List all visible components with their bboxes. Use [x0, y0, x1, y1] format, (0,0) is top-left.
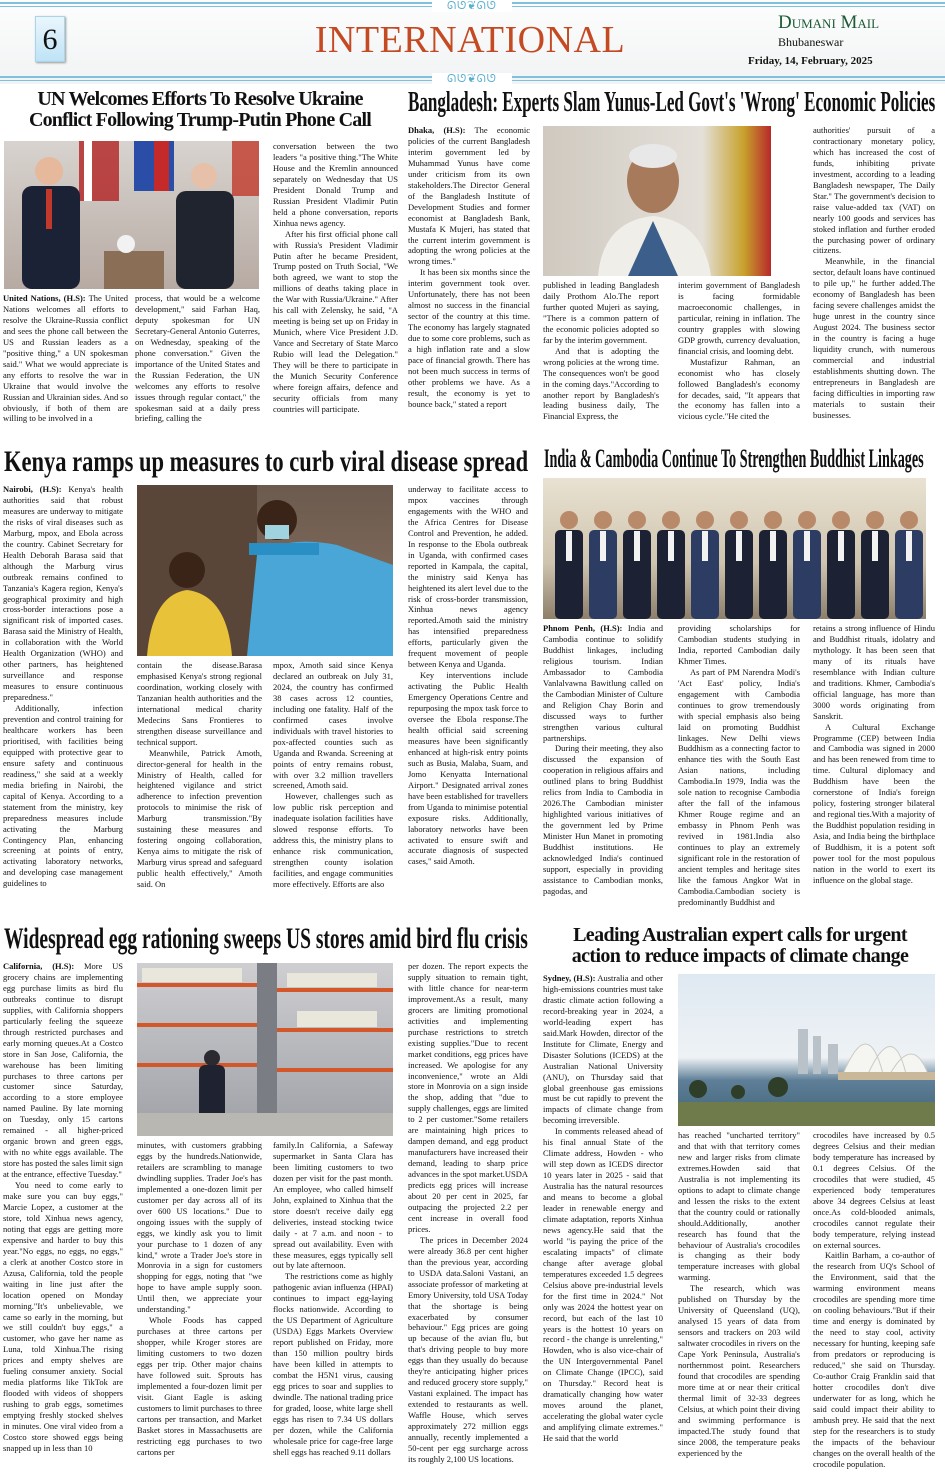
masthead-name: Dumani Mail — [778, 12, 880, 33]
photo-empty-shelves — [137, 963, 393, 1136]
paragraph: The research, which was published on Thursday by the University of Queensland (UQ), analysed 15 years of data from sensors and trackers on 203 wild saltwater crocodiles in rivers on the Cape York Peninsula, Australia's northernmost point. Researchers found that crocodiles are spending more time at or near their critical thermal limit of 32-33 degrees Celsius, at which point their diving and swimming performance is impacted.The study found that since 2008, the temperature peaks experienced by the — [678, 1283, 800, 1458]
paragraph: minutes, with customers grabbing eggs by the hundreds.Nationwide, retailers are scrambling to manage dwindling supplies. Trader Joe's has implemented a one-dozen limit per customer per day across all of its over 600 US locations." Due to ongoing issues with the supply of eggs, we kindly ask you to limit your purchase to 1 dozen of any kind," wrote a Trader Joe's store in Monrovia in a sign for customers shopping for eggs, noting that "we hope to have ample supply soon. Until then, we appreciate your understanding." — [137, 1140, 262, 1315]
person-figure — [895, 511, 923, 619]
paragraph: providing scholarships for Cambodian students studying in India, reported Cambodian daily Khmer Times. — [678, 623, 800, 666]
page-number: 6 — [35, 16, 65, 62]
paragraph: Meanwhile, in the financial sector, default loans have continued to pile up," he further added.The economy of Bangladesh has been facing severe challenges amidst the huge unrest in the country since August 2024. The business sector in the country is facing a huge liquidity crunch, with numerous commercial and industrial establishments shutting down. The entrepreneurs in Bangladesh are facing difficulties in importing raw materials to sustain their businesses. — [813, 256, 935, 420]
person-figure — [555, 511, 583, 619]
article-column — [3, 961, 123, 1476]
paragraph: The restrictions come as highly pathogenic avian influenza (HPAI) continues to impact egg-laying flocks nationwide. According to the US Department of Agriculture (USDA) Eggs Markets Overview report published on Friday, more than 150 million poultry birds have been killed in attempts to combat the H5N1 virus, causing egg prices to soar and supplies to dwindle. The national trading price for graded, loose, white large shell eggs has risen to 7.34 US dollars per dozen, while the California wholesale price for cage-free large shell eggs has reached 9.11 dollars — [273, 1271, 393, 1457]
paragraph: published in leading Bangladesh daily Prothom Alo.The report further quoted Mujeri as saying, "There is a common pattern of the economic policies adopted so far by the interim government. — [543, 280, 659, 345]
article-column — [408, 125, 530, 436]
paragraph — [543, 973, 663, 1126]
photo-delegation — [543, 478, 926, 619]
person-figure — [657, 511, 685, 619]
paragraph-text: More US grocery chains are implementing egg purchase limits as bird flu outbreaks continue to disrupt supplies, with California shoppers particularly feeling the squeeze through restricted purchases and early morning queues.At a Costco store in San Jose, California, the warehouse has been limiting purchases to three cartons per customer since Saturday, according to a store employee named Pauline. By late morning on Tuesday, only 15 cartons remained - all higher-priced organic brown and green eggs, with no white eggs available. The store has posted the sales limit sign at the entrance, effective Tuesday." — [3, 961, 123, 1180]
paragraph: You need to come early to make sure you can buy eggs," Marcie Lopez, a customer at the store, told Xinhua news agency, noting that eggs are getting more expensive and harder to buy this year."No eggs, no eggs, no eggs," a clerk at another Costco store in Azusa, California, told the people waiting in line just after the location opened on Monday morning."It's unbelievable, we came so early in the morning, but we still couldn't buy eggs," a customer, who gave her name as Luna, told Xinhua.The rising prices and empty shelves are fueling consumer anxiety. Social media platforms like TikTok are flooded with videos of shoppers rushing to grab eggs, sometimes emptying freshly stocked shelves in minutes. One viral video from a Costco store showed eggs being snapped up in less than 10 — [3, 1180, 123, 1453]
paragraph-text: Kenya's health authorities said that robust measures are underway to mitigate the risks of viral diseases such as Marburg, mpox, and Ebola across the country. Cabinet Secretary for Health Deborah Barasa said that although the Marburg virus outbreak remains confined to Tanzania's Kagera region, Kenya's geographical proximity and high cross-border interactions pose a significant risk of imported cases. Barasa said the Ministry of Health, in collaboration with the World Health Organization (WHO) and other partners, has heightened surveillance and response measures to ensure continuous preparedness." — [3, 484, 123, 703]
headline-line: action to reduce impacts of climate change — [571, 945, 909, 967]
dateline: United Nations, (H.S): — [3, 293, 86, 303]
article-column — [273, 660, 393, 919]
paragraph: After his first official phone call with Russia's President Vladimir Putin after he became President, Trump posted on Truth Social, "We both agreed, we want to stop the millions of deaths taking place in the War with Russia/Ukraine." After his call with Zelensky, he said, "A meeting is being set up on Friday in Munich, where Vice President J.D. Vance and Secretary of State Marco Rubio will lead the Delegation." They will be there to participate in the Munich Security Conference where foreign affairs, defence and security officials from many countries will participate. — [273, 228, 398, 414]
article-column — [3, 484, 123, 919]
paragraph: During their meeting, they also discussed the expansion of cooperation in religious affairs and outlined plans to bring Buddhist relics from India to Cambodia in 2026.The Cambodian minister highlighted various initiatives of the government led by Prime Minister Hun Manet in promoting Buddhist institutions. He acknowledged India's continued support, especially in providing assistance to Cambodian monks, pagodas, and — [543, 743, 663, 896]
paragraph: retains a strong influence of Hindu and Buddhist rituals, idolatry and mythology. It has been seen that many of its rituals have resemblance with Indian culture and traditions. Khmer, Cambodia's official language, has more than 3000 words originating from Sanskrit. — [813, 623, 935, 721]
dateline: Nairobi, (H.S): — [3, 484, 62, 494]
paragraph: And that is adopting the wrong policies at the wrong time. The consequences won't be good in the coming days."According to another report by Bangladesh's leading business daily, The Financial Express, the — [543, 345, 659, 422]
paragraph: contain the disease.Barasa emphasised Kenya's strong regional coordination, working closely with Tanzanian health authorities and the international medical charity Medecins Sans Frontieres to strengthen disease surveillance and technical support. — [137, 660, 262, 747]
paragraph: Key interventions include activating the Public Health Emergency Operations Centre and repurposing the mpox task force to oversee the Ebola response.The health official said screening measures have been significantly enhanced at high-risk entry points such as Busia, Malaba, Suam, and Jomo Kenyatta International Airport." Designated arrival zones have been established for travellers from Uganda to minimise potential exposure risks. Additionally, laboratory networks have been activated to ensure swift and accurate diagnosis of suspected cases," said Amoth. — [408, 670, 528, 867]
article-column — [273, 141, 398, 440]
paragraph — [3, 961, 123, 1180]
paragraph: crocodiles have increased by 0.5 degrees Celsius and their median body temperature has increased by 0.1 degrees Celsius. Of the crocodiles that were studied, 45 experienced body temperatures above 34 degrees Celsius at least once.As cold-blooded animals, crocodiles cannot regulate their body temperature, relying instead on external sources. — [813, 1130, 935, 1250]
person-figure — [589, 511, 617, 619]
paragraph: The prices in December 2024 were already 36.8 per cent higher than the previous year, according to USDA data.Saloni Vastani, an associate professor of marketing at Emory University, told USA Today that the shortage is being exacerbated by consumer behaviour." Egg prices are going up because of the avian flu, but that's driving people to buy more eggs than they usually do because they're anticipating higher prices and reduced grocery store supply," Vastani explained. The impact has extended to restaurants as well. Waffle House, which serves approximately 272 million eggs annually, recently implemented a 50-cent per egg surcharge across its roughly 2,100 US locations. — [408, 1234, 528, 1464]
article-column — [678, 1130, 800, 1476]
headline-kenya: Kenya ramps up measures to curb viral disease spread — [4, 445, 529, 478]
ornament-icon: ᘏᘎ❦ᘏᘎ — [432, 0, 512, 12]
article-column — [813, 125, 935, 436]
paragraph-text: The economic policies of the current Bangladesh interim government led by Muhammad Yunus have come under criticism from its own stakeholders.The Director General of the Bangladesh Institute of Development Studies and former economist at Bangladesh Bank, Mustafa K Mujeri, has stated that the current interim government is adopting the wrong policies at the wrong times." — [408, 125, 530, 267]
paragraph: Whole Foods has capped purchases at three cartons per shopper, while Kroger stores are limiting customers to two dozen eggs per trip. Other major chains have followed suit. Sprouts has implemented a four-dozen limit per visit. Giant Eagle is asking customers to limit purchases to three cartons per transaction, and Market Basket stores in Massachusetts are restricting egg purchases to two cartons per — [137, 1315, 262, 1457]
article-column — [543, 280, 659, 436]
paragraph: Meanwhile, Patrick Amoth, director-general for health in the Ministry of Health, called for heightened vigilance and strict adherence to infection prevention protocols to minimise the risk of Marburg transmission."By sustaining these measures and fostering ongoing collaboration, Kenya aims to mitigate the risk of Marburg virus spread and safeguard public health effectively," Amoth said. On — [137, 747, 262, 890]
article-column — [678, 623, 800, 916]
dateline: Phnom Penh, (H.S): — [543, 623, 623, 633]
paragraph — [3, 293, 128, 424]
paragraph: per dozen. The report expects the supply situation to remain tight, with little chance for near-term improvement.As a result, many grocers are limiting promotional activities and implementing purchase restrictions to stretch existing supplies."Due to recent market conditions, egg prices have increased. We apologise for any inconvenience," wrote an Aldi store in Monrovia on a sign inside the shop, adding that "due to supply challenges, eggs are limited to 2 per customer."Some retailers are maintaining high prices to dampen demand, and egg product manufacturers have increased their demand, leading to sharp price advances in the spot market.USDA predicts egg prices will increase about 20 per cent in 2025, far outpacing the projected 2.2 per cent increase in overall food prices. — [408, 961, 528, 1234]
headline-eggs: Widespread egg rationing sweeps US stores amid bird flu crisis — [4, 922, 528, 955]
paragraph: underway to facilitate access to mpox vaccines through engagements with the WHO and the Africa Centres for Disease Control and Prevention, he added. In response to the Ebola outbreak in Uganda, with confirmed cases reported in Kampala, the capital, the ministry said Kenya has heightened its alert level due to the risk of cross-border transmission, Xinhua news agency reported.Amoth said the ministry has intensified preparedness efforts, particularly given the frequent movement of people between Kenya and Uganda. — [408, 484, 528, 670]
article-column — [137, 1140, 262, 1476]
masthead — [740, 12, 940, 67]
article-column — [678, 280, 800, 436]
article-column — [273, 1140, 393, 1476]
person-figure — [691, 511, 719, 619]
dateline: California, (H.S): — [3, 961, 75, 971]
person-figure — [623, 511, 651, 619]
person-figure — [725, 511, 753, 619]
paragraph: conversation between the two leaders "a positive thing."The White House and the Kremlin announced separately on Wednesday that US President Donald Trump and Russian President Vladimir Putin held a phone conversation, reports Xinhua news agency. — [273, 141, 398, 228]
paragraph: interim government of Bangladesh is facing formidable macroeconomic challenges, in particular, reining in inflation. The country grapples with slowing GDP growth, currency devaluation, financial crisis, and looming debt. — [678, 280, 800, 356]
paragraph-text: India and Cambodia continue to solidify Buddhist linkages, including religious tourism. Indian Ambassador to Cambodia Vanlalvawna Bawitlung called on the Cambodian Minister of Culture and Religion Chay Borin and discussed ways to further strengthen various cultural partnerships. — [543, 623, 663, 743]
article-column — [135, 293, 260, 440]
photo-trump-putin — [4, 141, 259, 289]
section-title: INTERNATIONAL — [314, 19, 626, 61]
paragraph — [408, 125, 530, 267]
person-figure — [793, 511, 821, 619]
paragraph: mpox, Amoth said since Kenya declared an outbreak on July 31, 2024, the country has confirmed 38 cases across 12 counties, including one fatality. Half of the confirmed cases involve individuals with travel histories to pox-affected counties such as Uganda and Rwanda. Screening at points of entry remains robust, with over 3.2 million travellers screened, Amoth said. — [273, 660, 393, 791]
paragraph: Additionally, infection prevention and control training for healthcare workers has been prioritised, with facilities being equipped with protective gear to ensure safety and continuous readiness," she said at a weekly media briefing in Nairobi, the capital of Kenya. According to a statement from the ministry, key preparedness measures include activating the Marburg Contingency Plan, enhancing screening at points of entry, activating laboratory networks, and developing case management guidelines to — [3, 703, 123, 889]
headline-line: UN Welcomes Efforts To Resolve Ukraine — [37, 88, 363, 110]
paragraph: family.In California, a Safeway supermarket in Santa Clara has been limiting customers to two dozen per visit for the past month. An employee, who called himself John, explained to Xinhua that the store doesn't receive daily egg deliveries, instead stocking twice daily - at 7 a.m. and noon - to spread out availability. Even with these measures, eggs typically sell out by late afternoon. — [273, 1140, 393, 1271]
photo-health-worker — [137, 485, 393, 656]
article-column — [3, 293, 128, 440]
headline-australia — [540, 925, 940, 967]
headline-india-cambodia: India & Cambodia Continue To Strengthen Buddhist Linkages — [544, 444, 924, 473]
article-column — [137, 660, 262, 919]
person-figure — [827, 511, 855, 619]
article-column — [543, 623, 663, 916]
paragraph: authorities' pursuit of a contractionary monetary policy, which has increased the cost of funds, inhibiting private investment, according to a leading Bangladesh newspaper, The Daily Star." The government's decision to raise value-added tax (VAT) on nearly 100 goods and services has stoked inflation and further eroded the purchasing power of ordinary citizens. — [813, 125, 935, 256]
paragraph-text: Australia and other high-emissions countries must take drastic climate action following a record-breaking year in 2024, a world-leading expert has said.Mark Howden, director of the Institute for Climate, Energy and Disaster Solutions (ICEDS) at the Australian National University (ANU), on Thursday said that global greenhouse gas emissions must be cut rapidly to prevent the impacts of climate change from becoming irreversible. — [543, 973, 663, 1126]
article-column — [813, 623, 935, 916]
paragraph — [543, 623, 663, 743]
paragraph: process, that would be a welcome development," said Farhan Haq, deputy spokesman for UN Secretary-General Antonio Guterres, on Wednesday, speaking of the phone conversation." Given the importance of the United States and the Russian Federation, the UN welcomes any efforts to resolve issues through regular contact," the spokesman said at a daily press briefing, calling the — [135, 293, 260, 424]
masthead-city: Bhubaneswar — [778, 35, 844, 49]
headline-line: Leading Australian expert calls for urgent — [573, 924, 907, 946]
paragraph: As part of PM Narendra Modi's 'Act East' policy, India's engagement with Cambodia continues to grow tremendously with special emphasis also being laid on promoting Buddhist linkages. New Delhi views Buddhism as a connecting factor to enhance ties with the South East Asian nations, including Cambodia.In 1979, India was the sole nation to recognise Cambodia after the fall of the infamous Khmer Rouge regime and an embassy in Phnom Penh was revived in 1981.India also continues to play an extremely significant role in the restoration of ancient temples and heritage sites like the famous Angkor Wat in Cambodia.Cambodian society is predominantly Buddhist and — [678, 666, 800, 907]
headline-line: Conflict Following Trump-Putin Phone Call — [28, 109, 372, 131]
person-figure — [759, 511, 787, 619]
article-column — [543, 973, 663, 1476]
photo-yunus — [543, 126, 771, 276]
paragraph: However, challenges such as low public risk perception and inadequate isolation facilities have slowed response efforts. To address this, the ministry plans to enhance risk communication, strengthen county isolation facilities, and engage communities more effectively. Efforts are also — [273, 791, 393, 890]
paragraph: Kaitlin Barham, a co-author of the research from UQ's School of the Environment, said that the warming environment means crocodiles are spending more time on cooling behaviours."But if their time and energy is dominated by the need to stay cool, activity necessary for hunting, keeping safe from predators or reproducing is reduced," she said on Thursday. Co-author Craig Franklin said that hotter crocodiles don't dive underwater for as long, which he said could impact their ability to ambush prey. He said that the next step for the researchers is to study the impacts of the behaviour changes on the overall health of the crocodile population. — [813, 1250, 935, 1469]
issue-date: Friday, 14, February, 2025 — [748, 55, 873, 67]
article-column — [408, 961, 528, 1476]
headline-bangladesh: Bangladesh: Experts Slam Yunus-Led Govt's 'Wrong' Economic Policies — [408, 87, 936, 118]
ornament-icon: ᘏᘎ❦ᘏᘎ — [432, 73, 512, 85]
person-figure — [861, 511, 889, 619]
paragraph: Mustafizur Rahman, an economist who has closely followed Bangladesh's economy for decades, said, "It appears that the economy has fallen into a vicious cycle."He cited the — [678, 356, 800, 422]
article-column — [813, 1130, 935, 1476]
headline-un — [0, 89, 400, 131]
paragraph: It has been six months since the interim government took over. Unfortunately, there has not been almost no success in the financial sector of the country at this time. The economy has largely stagnated due to some core problems, such as a high inflation rate and a slow pace of financial growth. There has not been much success in terms of other problems we have. As a result, the economy is yet to bounce back," stated a report — [408, 267, 530, 409]
dateline: Dhaka, (H.S): — [408, 125, 466, 135]
paragraph: In comments released ahead of his final annual State of the Climate address, Howden - who will step down as ICEDS director 10 years later in 2025 - said that Australia has the natural resources and means to become a global leader in renewable energy and climate adaptation, reports Xinhua news agency.He said that the world "is paying the price of the escalating impacts" of climate change after average global temperatures exceeded 1.5 degrees Celsius above pre-industrial levels for the first time in 2024." Not only was 2024 the hottest year on record, but each of the last 10 years is the hottest 10 years on record - the change is unrelenting," Howden, who is also vice-chair of the UN Intergovernmental Panel on Climate Change (IPCC), said on Thursday." Record heat is dramatically changing how water moves around the planet, accelerating the global water cycle and amplifying climate extremes." He said that the world — [543, 1126, 663, 1444]
photo-sydney-opera-house — [678, 974, 935, 1126]
article-column — [408, 484, 528, 919]
dateline: Sydney, (H.S): — [543, 973, 596, 983]
paragraph: has reached "uncharted territory" and that with that territory comes new and larger risks from climate extremes.Howden said that Australia is not implementing its options to adapt to climate change and lessen the risks to the extent that the country could or rationally should.Additionally, another research has found that the behaviour of Australia's crocodiles is changing as their body temperature increases with global warming. — [678, 1130, 800, 1283]
paragraph-text: The United Nations welcomes all efforts to resolve the Ukraine-Russia conflict and sees the phone call between the US and Russian leaders as a "positive thing," a UN spokesman said." What we would appreciate is any efforts to resolve the war in Ukraine that would involve the Russian and Ukrainian sides. And so obviously, if both of them are willing to be involved in a — [3, 293, 128, 424]
paragraph: A Cultural Exchange Programme (CEP) between India and Cambodia was signed in 2000 and has been renewed from time to time. Cultural diplomacy and Buddhism have been the cornerstone of India's foreign policy, fostering stronger bilateral and regional ties.With a majority of the Buddhist population residing in Asia, and India being the birthplace of Buddhism, it is a potent soft power tool for the most populous nation in the world to exert its influence on the global stage. — [813, 721, 935, 885]
paragraph — [3, 484, 123, 703]
